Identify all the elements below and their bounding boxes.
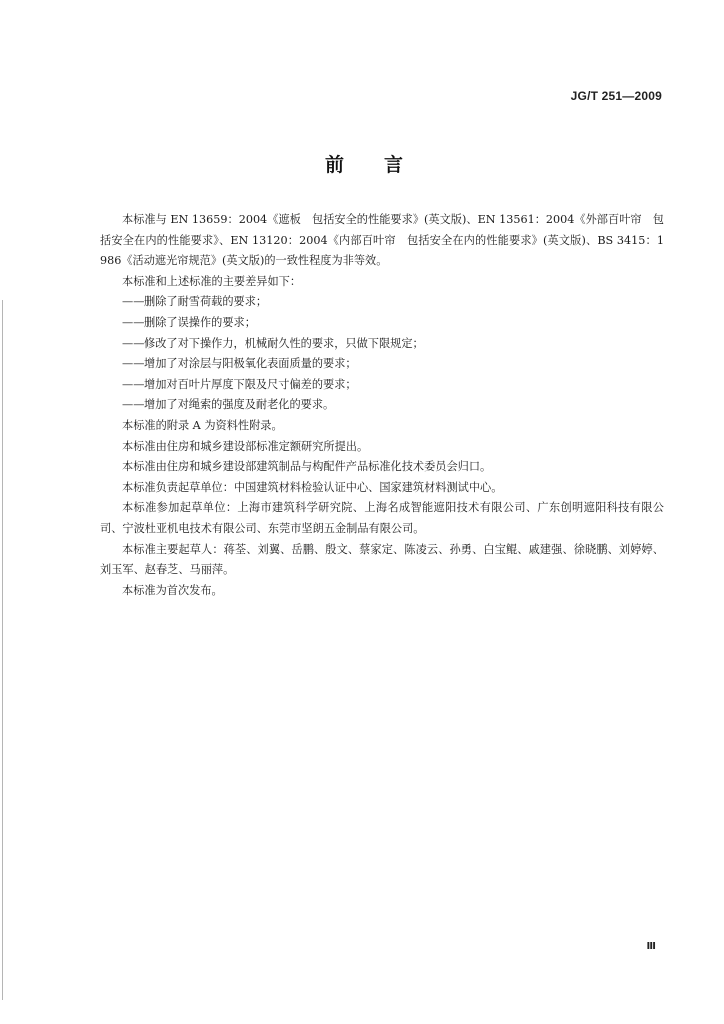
page-title: 前言 [324,154,443,176]
difference-text: 删除了耐雪荷载的要求； [144,295,268,309]
paragraph-differences-intro: 本标准和上述标准的主要差异如下： [122,274,302,288]
paragraph-drafting-unit: 本标准负责起草单位：中国建筑材料检验认证中心、国家建筑材料测试中心。 [122,480,503,494]
difference-item [100,313,664,334]
paragraph-managed-by: 本标准由住房和城乡建设部建筑制品与构配件产品标准化技术委员会归口。 [122,460,492,474]
list-dash: —— [122,315,145,329]
paragraph-proposed-by: 本标准由住房和城乡建设部标准定额研究所提出。 [122,439,369,453]
difference-text: 删除了误操作的要求； [144,315,256,329]
scan-edge-line [2,300,3,1000]
difference-text: 修改了对下操作力，机械耐久性的要求，只做下限规定； [144,336,424,350]
difference-item [100,354,664,375]
paragraph-drafters: 本标准主要起草人：蒋荃、刘翼、岳鹏、殷文、蔡家定、陈凌云、孙勇、白宝鲲、戚建强、徐晓鹏、刘婷婷、刘玉军、赵春芝、马丽萍。 [100,542,664,577]
difference-text: 增加了对绳索的强度及耐老化的要求。 [144,398,335,412]
paragraph-appendix: 本标准的附录 A 为资料性附录。 [122,418,283,432]
paragraph-equivalence: 本标准与 EN 13659：2004《遮板 包括安全的性能要求》(英文版)、EN 13561：2004《外部百叶帘 包括安全在内的性能要求》、EN 13120：2004《内部百叶帘 包括安全在内的性能要求》(英文版)、BS 3415：1986《活动遮光帘规范》(英文版)的一致性程度为非等效。 [100,213,664,268]
difference-item [100,395,664,416]
difference-item [100,334,664,355]
paragraph-participating-units: 本标准参加起草单位：上海市建筑科学研究院、上海名成智能遮阳技术有限公司、广东创明遮阳科技有限公司、宁波杜亚机电技术有限公司、东莞市坚朗五金制品有限公司。 [100,501,664,535]
list-dash: —— [122,357,145,371]
difference-text: 增加了对涂层与阳极氧化表面质量的要求； [144,357,357,371]
difference-item [100,375,664,396]
list-dash: —— [122,377,145,391]
standard-code: JG/T 251—2009 [570,89,662,103]
list-dash: —— [122,295,145,309]
list-dash: —— [122,398,145,412]
difference-text: 增加对百叶片厚度下限及尺寸偏差的要求； [144,377,357,391]
difference-item [100,292,664,313]
list-dash: —— [122,336,145,350]
paragraph-first-release: 本标准为首次发布。 [122,583,223,597]
foreword-body [100,210,664,601]
page-number: Ⅲ [646,941,656,952]
